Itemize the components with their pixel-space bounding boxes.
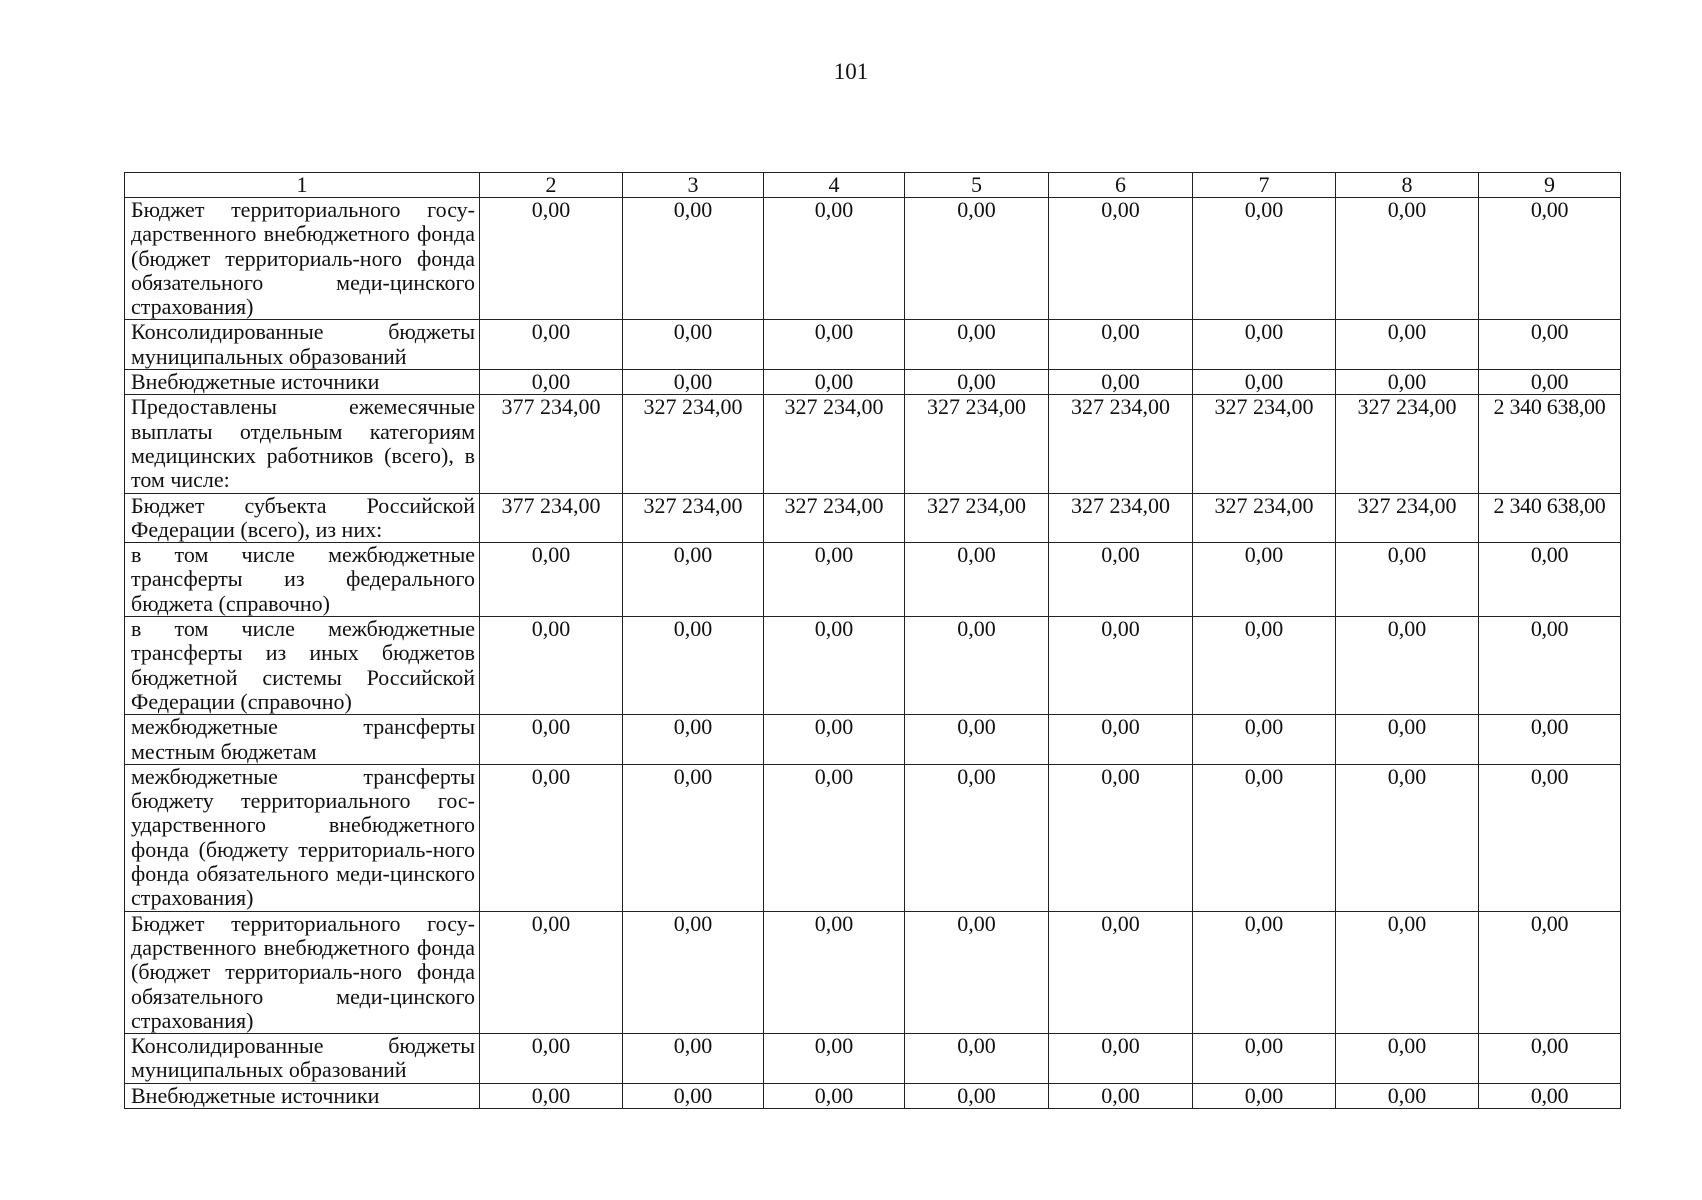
- value-cell-col-7: 327 234,00: [1193, 395, 1336, 493]
- value-cell-col-2: 0,00: [480, 370, 623, 395]
- value-cell-col-9: 0,00: [1479, 543, 1621, 617]
- value-cell-col-7: 0,00: [1193, 320, 1336, 370]
- column-header-6: 6: [1049, 173, 1193, 198]
- value-cell-col-7: 0,00: [1193, 1034, 1336, 1084]
- value-cell-col-4: 0,00: [764, 543, 905, 617]
- value-cell-col-8: 0,00: [1336, 715, 1479, 765]
- value-cell-col-6: 0,00: [1049, 1034, 1193, 1084]
- value-cell-col-5: 0,00: [905, 543, 1049, 617]
- row-label: Консолидированные бюджеты муниципальных образований: [125, 1034, 480, 1084]
- row-label: Бюджет территориального госу-дарственного внебюджетного фонда (бюджет территориаль-ного фонда обязательного меди-цинского страхования): [125, 198, 480, 320]
- value-cell-col-8: 327 234,00: [1336, 395, 1479, 493]
- value-cell-col-9: 2 340 638,00: [1479, 493, 1621, 543]
- value-cell-col-6: 0,00: [1049, 911, 1193, 1033]
- value-cell-col-6: 0,00: [1049, 320, 1193, 370]
- column-header-3: 3: [623, 173, 764, 198]
- value-cell-col-4: 327 234,00: [764, 493, 905, 543]
- value-cell-col-3: 0,00: [623, 320, 764, 370]
- value-cell-col-5: 0,00: [905, 715, 1049, 765]
- column-header-7: 7: [1193, 173, 1336, 198]
- value-cell-col-2: 377 234,00: [480, 395, 623, 493]
- value-cell-col-9: 2 340 638,00: [1479, 395, 1621, 493]
- value-cell-col-6: 0,00: [1049, 715, 1193, 765]
- value-cell-col-8: 0,00: [1336, 764, 1479, 911]
- value-cell-col-5: 0,00: [905, 764, 1049, 911]
- value-cell-col-3: 0,00: [623, 764, 764, 911]
- table-row: [125, 911, 1621, 1033]
- value-cell-col-5: 0,00: [905, 198, 1049, 320]
- value-cell-col-3: 0,00: [623, 617, 764, 715]
- value-cell-col-4: 0,00: [764, 911, 905, 1033]
- value-cell-col-3: 0,00: [623, 198, 764, 320]
- value-cell-col-8: 0,00: [1336, 911, 1479, 1033]
- table-row: [125, 617, 1621, 715]
- value-cell-col-2: 0,00: [480, 911, 623, 1033]
- value-cell-col-8: 0,00: [1336, 1083, 1479, 1108]
- value-cell-col-6: 0,00: [1049, 543, 1193, 617]
- column-header-1: 1: [125, 173, 480, 198]
- value-cell-col-9: 0,00: [1479, 198, 1621, 320]
- table-header-row: [125, 173, 1621, 198]
- table-body: [125, 198, 1621, 1109]
- value-cell-col-7: 0,00: [1193, 715, 1336, 765]
- value-cell-col-8: 0,00: [1336, 1034, 1479, 1084]
- value-cell-col-5: 0,00: [905, 617, 1049, 715]
- value-cell-col-4: 0,00: [764, 617, 905, 715]
- budget-table: [124, 172, 1621, 1109]
- value-cell-col-3: 327 234,00: [623, 395, 764, 493]
- row-label: Бюджет территориального госу-дарственного внебюджетного фонда (бюджет территориаль-ного фонда обязательного меди-цинского страхования): [125, 911, 480, 1033]
- column-header-4: 4: [764, 173, 905, 198]
- table-row: [125, 764, 1621, 911]
- value-cell-col-4: 0,00: [764, 320, 905, 370]
- value-cell-col-9: 0,00: [1479, 1034, 1621, 1084]
- value-cell-col-2: 0,00: [480, 543, 623, 617]
- column-header-8: 8: [1336, 173, 1479, 198]
- row-label: Внебюджетные источники: [125, 1083, 480, 1108]
- value-cell-col-4: 0,00: [764, 1034, 905, 1084]
- value-cell-col-4: 0,00: [764, 198, 905, 320]
- value-cell-col-6: 327 234,00: [1049, 395, 1193, 493]
- row-label: в том числе межбюджетные трансферты из иных бюджетов бюджетной системы Российской Федерации (справочно): [125, 617, 480, 715]
- value-cell-col-7: 0,00: [1193, 370, 1336, 395]
- row-label: Предоставлены ежемесячные выплаты отдельным категориям медицинских работников (всего), в том числе:: [125, 395, 480, 493]
- value-cell-col-4: 327 234,00: [764, 395, 905, 493]
- value-cell-col-5: 327 234,00: [905, 395, 1049, 493]
- value-cell-col-9: 0,00: [1479, 370, 1621, 395]
- value-cell-col-6: 327 234,00: [1049, 493, 1193, 543]
- value-cell-col-4: 0,00: [764, 1083, 905, 1108]
- value-cell-col-7: 0,00: [1193, 911, 1336, 1033]
- value-cell-col-9: 0,00: [1479, 764, 1621, 911]
- value-cell-col-7: 327 234,00: [1193, 493, 1336, 543]
- value-cell-col-2: 377 234,00: [480, 493, 623, 543]
- value-cell-col-3: 327 234,00: [623, 493, 764, 543]
- value-cell-col-5: 0,00: [905, 320, 1049, 370]
- value-cell-col-3: 0,00: [623, 911, 764, 1033]
- value-cell-col-2: 0,00: [480, 715, 623, 765]
- row-label: Внебюджетные источники: [125, 370, 480, 395]
- value-cell-col-6: 0,00: [1049, 198, 1193, 320]
- table-row: [125, 370, 1621, 395]
- column-header-5: 5: [905, 173, 1049, 198]
- value-cell-col-3: 0,00: [623, 1034, 764, 1084]
- value-cell-col-4: 0,00: [764, 764, 905, 911]
- value-cell-col-6: 0,00: [1049, 1083, 1193, 1108]
- value-cell-col-2: 0,00: [480, 1083, 623, 1108]
- value-cell-col-6: 0,00: [1049, 370, 1193, 395]
- table-row: [125, 543, 1621, 617]
- value-cell-col-9: 0,00: [1479, 617, 1621, 715]
- value-cell-col-3: 0,00: [623, 1083, 764, 1108]
- value-cell-col-9: 0,00: [1479, 320, 1621, 370]
- value-cell-col-9: 0,00: [1479, 911, 1621, 1033]
- value-cell-col-7: 0,00: [1193, 1083, 1336, 1108]
- value-cell-col-7: 0,00: [1193, 543, 1336, 617]
- value-cell-col-8: 0,00: [1336, 198, 1479, 320]
- table-row: [125, 1034, 1621, 1084]
- value-cell-col-6: 0,00: [1049, 617, 1193, 715]
- value-cell-col-9: 0,00: [1479, 715, 1621, 765]
- value-cell-col-4: 0,00: [764, 715, 905, 765]
- value-cell-col-8: 0,00: [1336, 543, 1479, 617]
- value-cell-col-7: 0,00: [1193, 764, 1336, 911]
- value-cell-col-3: 0,00: [623, 543, 764, 617]
- value-cell-col-7: 0,00: [1193, 617, 1336, 715]
- table-row: [125, 198, 1621, 320]
- value-cell-col-7: 0,00: [1193, 198, 1336, 320]
- value-cell-col-9: 0,00: [1479, 1083, 1621, 1108]
- value-cell-col-2: 0,00: [480, 320, 623, 370]
- table-row: [125, 493, 1621, 543]
- value-cell-col-3: 0,00: [623, 715, 764, 765]
- value-cell-col-2: 0,00: [480, 198, 623, 320]
- value-cell-col-8: 0,00: [1336, 617, 1479, 715]
- row-label: в том числе межбюджетные трансферты из федерального бюджета (справочно): [125, 543, 480, 617]
- table-row: [125, 1083, 1621, 1108]
- value-cell-col-2: 0,00: [480, 617, 623, 715]
- table-row: [125, 715, 1621, 765]
- table-row: [125, 320, 1621, 370]
- value-cell-col-4: 0,00: [764, 370, 905, 395]
- value-cell-col-3: 0,00: [623, 370, 764, 395]
- value-cell-col-8: 0,00: [1336, 370, 1479, 395]
- row-label: Консолидированные бюджеты муниципальных образований: [125, 320, 480, 370]
- value-cell-col-5: 0,00: [905, 1083, 1049, 1108]
- page-number: 101: [833, 59, 869, 84]
- value-cell-col-6: 0,00: [1049, 764, 1193, 911]
- row-label: Бюджет субъекта Российской Федерации (всего), из них:: [125, 493, 480, 543]
- value-cell-col-8: 0,00: [1336, 320, 1479, 370]
- value-cell-col-8: 327 234,00: [1336, 493, 1479, 543]
- row-label: межбюджетные трансферты местным бюджетам: [125, 715, 480, 765]
- row-label: межбюджетные трансферты бюджету территориального гос-ударственного внебюджетного фонда (бюджету территориаль-ного фонда обязательного меди-цинского страхования): [125, 764, 480, 911]
- value-cell-col-5: 0,00: [905, 911, 1049, 1033]
- value-cell-col-2: 0,00: [480, 1034, 623, 1084]
- value-cell-col-2: 0,00: [480, 764, 623, 911]
- value-cell-col-5: 327 234,00: [905, 493, 1049, 543]
- value-cell-col-5: 0,00: [905, 1034, 1049, 1084]
- column-header-2: 2: [480, 173, 623, 198]
- table-row: [125, 395, 1621, 493]
- value-cell-col-5: 0,00: [905, 370, 1049, 395]
- column-header-9: 9: [1479, 173, 1621, 198]
